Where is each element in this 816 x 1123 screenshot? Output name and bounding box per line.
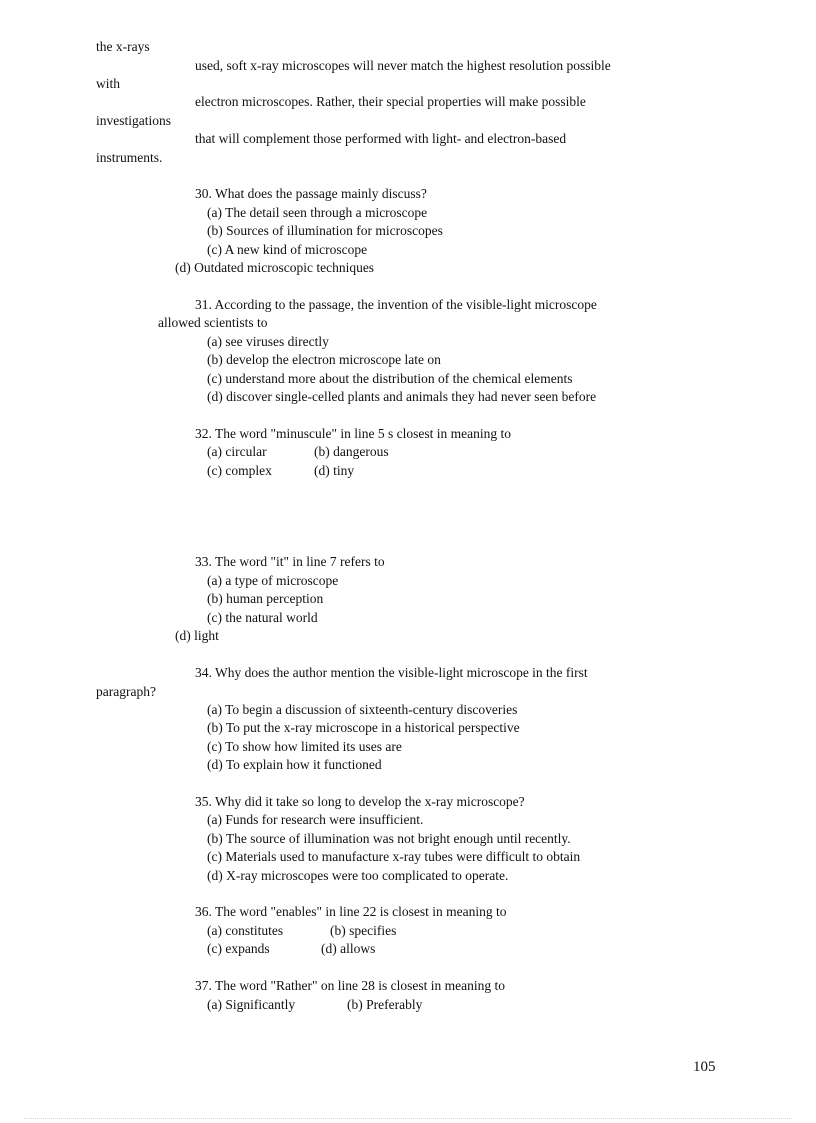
page-number: 105 [693, 1059, 716, 1075]
answer-option: (c) A new kind of microscope [207, 242, 368, 257]
answer-option: (c) To show how limited its uses are [207, 739, 402, 754]
passage-line: instruments. [96, 150, 163, 165]
answer-option: (a) To begin a discussion of sixteenth-century discoveries [207, 702, 518, 717]
passage-line: investigations [96, 113, 171, 128]
question-stem: 32. The word "minuscule" in line 5 s closest in meaning to [195, 426, 511, 441]
answer-option: (b) develop the electron microscope late on [207, 352, 441, 367]
answer-option: (c) understand more about the distribution of the chemical elements [207, 371, 573, 386]
answer-option: (d) Outdated microscopic techniques [175, 260, 375, 275]
question-stem: 36. The word "enables" in line 22 is closest in meaning to [195, 904, 507, 919]
answer-option: (c) the natural world [207, 610, 318, 625]
answer-option: (a) Significantly [207, 997, 296, 1012]
passage-line: with [96, 76, 121, 91]
answer-option: (b) dangerous [314, 444, 389, 459]
answer-option: (b) specifies [330, 923, 397, 938]
question-stem: allowed scientists to [158, 315, 268, 330]
answer-option: (d) allows [321, 941, 376, 956]
answer-option: (a) see viruses directly [207, 334, 329, 349]
answer-option: (a) constitutes [207, 923, 284, 938]
answer-option: (d) discover single-celled plants and animals they had never seen before [207, 389, 597, 404]
passage-line: electron microscopes. Rather, their special properties will make possible [195, 94, 586, 109]
question-stem: 30. What does the passage mainly discuss? [195, 186, 427, 201]
answer-option: (a) circular [207, 444, 267, 459]
question-stem: 35. Why did it take so long to develop the x-ray microscope? [195, 794, 525, 809]
answer-option: (d) tiny [314, 463, 355, 478]
question-stem: 33. The word "it" in line 7 refers to [195, 554, 385, 569]
answer-option: (a) The detail seen through a microscope [207, 205, 428, 220]
answer-option: (d) X-ray microscopes were too complicated to operate. [207, 868, 509, 883]
question-stem: paragraph? [96, 684, 156, 699]
answer-option: (c) complex [207, 463, 272, 478]
answer-option: (c) expands [207, 941, 270, 956]
answer-option: (b) human perception [207, 591, 324, 606]
answer-option: (b) To put the x-ray microscope in a historical perspective [207, 720, 520, 735]
answer-option: (d) To explain how it functioned [207, 757, 382, 772]
answer-option: (b) The source of illumination was not bright enough until recently. [207, 831, 571, 846]
answer-option: (a) a type of microscope [207, 573, 339, 588]
answer-option: (b) Preferably [347, 997, 423, 1012]
question-stem: 34. Why does the author mention the visible-light microscope in the first [195, 665, 588, 680]
passage-line: the x-rays [96, 39, 150, 54]
passage-line: that will complement those performed with light- and electron-based [195, 131, 567, 146]
answer-option: (d) light [175, 628, 219, 643]
answer-option: (a) Funds for research were insufficient. [207, 812, 424, 827]
answer-option: (c) Materials used to manufacture x-ray tubes were difficult to obtain [207, 849, 581, 864]
answer-option: (b) Sources of illumination for microscopes [207, 223, 443, 238]
passage-line: used, soft x-ray microscopes will never match the highest resolution possible [195, 58, 611, 73]
page-border [24, 1118, 792, 1119]
question-stem: 37. The word "Rather" on line 28 is closest in meaning to [195, 978, 505, 993]
question-stem: 31. According to the passage, the invention of the visible-light microscope [195, 297, 597, 312]
